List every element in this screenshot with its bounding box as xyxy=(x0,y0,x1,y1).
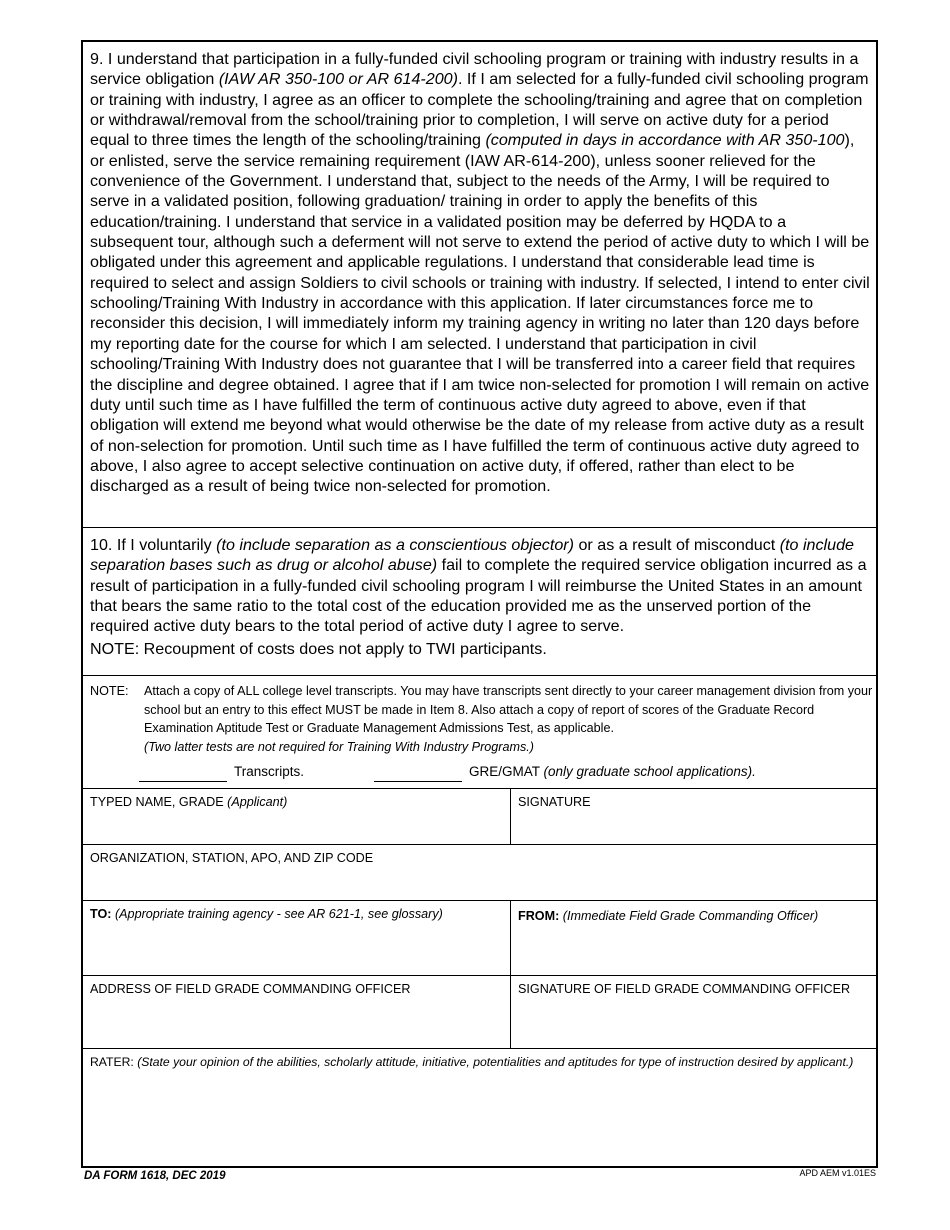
item-9-section xyxy=(83,42,876,528)
note-body-text: Attach a copy of ALL college level transcripts. You may have transcripts sent directly to your career management division from your school but an entry to this effect MUST be made in Item 8. Also attach a copy of report of scores of the Graduate Record Examination Aptitude Test or Graduate Management Admissions Test, as applicable. xyxy=(144,684,873,736)
note-body xyxy=(144,682,875,756)
to-label: TO: (Appropriate training agency - see AR 621-1, see glossary) xyxy=(90,907,443,921)
item-10-text-a: 10. If I voluntarily xyxy=(90,536,217,554)
signature-label: SIGNATURE xyxy=(518,795,591,809)
item-10-text-b: or as a result of misconduct xyxy=(573,536,780,554)
item-10-text-c: fail to complete the required service obligation incurred as a result of participation in a fully-funded civil schooling program I will reimburse the United States in an amount that bears the same ratio to the total cost of the education provided me as the unserved portion of the required active duty bears to the total period of active duty I agree to serve. xyxy=(90,556,867,636)
from-label: FROM: (Immediate Field Grade Commanding Officer) xyxy=(518,909,819,923)
note-label: NOTE: xyxy=(90,684,129,698)
item-10-section xyxy=(83,528,876,676)
transcripts-label: Transcripts. xyxy=(234,764,305,779)
organization-label: ORGANIZATION, STATION, APO, AND ZIP CODE xyxy=(90,851,374,865)
commander-signature-field[interactable] xyxy=(511,975,876,1048)
item-9-text-a: 9. I understand that participation in a fully-funded civil schooling program or training with industry results in a service obligation xyxy=(90,50,859,89)
da-form-1618-page xyxy=(81,40,878,1168)
organization-field[interactable] xyxy=(83,844,876,900)
item-9-text xyxy=(90,49,870,497)
recoupment-note: NOTE: Recoupment of costs does not apply to TWI participants. xyxy=(90,640,547,658)
from-field[interactable] xyxy=(511,900,876,975)
item-10-text xyxy=(90,535,870,637)
gre-gmat-blank[interactable] xyxy=(374,781,462,782)
item-9-reference-2: (computed in days in accordance with AR 350-100 xyxy=(485,131,845,150)
typed-name-grade-field[interactable] xyxy=(83,788,511,844)
commander-signature-label: SIGNATURE OF FIELD GRADE COMMANDING OFFICER xyxy=(518,982,851,996)
item-10-italic-2: (to include separation bases such as drug or alcohol abuse) xyxy=(90,536,854,575)
typed-name-label: TYPED NAME, GRADE (Applicant) xyxy=(90,795,288,809)
commander-address-field[interactable] xyxy=(83,975,511,1048)
transcripts-blank[interactable] xyxy=(139,781,227,782)
item-9-text-b: . If I am selected for a fully-funded civil schooling program or training with industry, I agree as an officer to complete the schooling/training and agree that on completion or withdrawal/removal from the school/training prior to completion, I will serve on active duty for a period equal to three times the length of the schooling/training xyxy=(90,70,869,150)
commander-address-label: ADDRESS OF FIELD GRADE COMMANDING OFFICER xyxy=(90,982,411,996)
item-9-reference-1: (IAW AR 350-100 or AR 614-200) xyxy=(218,70,458,89)
rater-label: RATER: (State your opinion of the abilities, scholarly attitude, initiative, potentialities and aptitudes for type of instruction desired by applicant.) xyxy=(90,1055,854,1069)
signature-field[interactable] xyxy=(511,788,876,844)
note-italic-line: (Two latter tests are not required for Training With Industry Programs.) xyxy=(144,739,534,754)
rater-field[interactable] xyxy=(83,1048,876,1166)
form-id: DA FORM 1618, DEC 2019 xyxy=(84,1170,226,1182)
item-10-italic-1: (to include separation as a conscientious objector) xyxy=(216,536,574,554)
form-version: APD AEM v1.01ES xyxy=(799,1168,876,1178)
item-9-text-c: ), or enlisted, serve the service remaining requirement (IAW AR-614-200), unless sooner relieved for the convenience of the Government. I understand that, subject to the needs of the Army, I will be required to serve in a validated position, following graduation/ training in order to apply the benefits of this education/training. I understand that service in a validated position may be deferred by HQDA to a subsequent tour, although such a deferment will not serve to extend the period of active duty to which I will be obligated under this agreement and applicable regulations. I understand that considerable lead time is required to select and assign Soldiers to civil schools or training with industry. If selected, I intend to enter civil schooling/Training With Industry in accordance with this application. If later circumstances force me to reconsider this decision, I will immediately inform my training agency in writing no later than 120 days before my reporting date for the course for which I am selected. I understand that participation in civil schooling/Training With Industry does not guarantee that I will be transferred into a career field that requires the discipline and degree obtained. I agree that if I am twice non-selected for promotion I will remain on active duty until such time as I have fulfilled the term of continuous active duty agreed to above, even if that obligation will extend me beyond what would otherwise be the date of my release from active duty as a result of non-selection for promotion. Until such time as I have fulfilled the term of continuous active duty agreed to above, I also agree to accept selective continuation on active duty, if offered, rather than elect to be discharged as a result of being twice non-selected for promotion. xyxy=(90,131,870,496)
gre-gmat-label: GRE/GMAT (only graduate school applications). xyxy=(469,764,756,779)
to-field[interactable] xyxy=(83,900,511,975)
